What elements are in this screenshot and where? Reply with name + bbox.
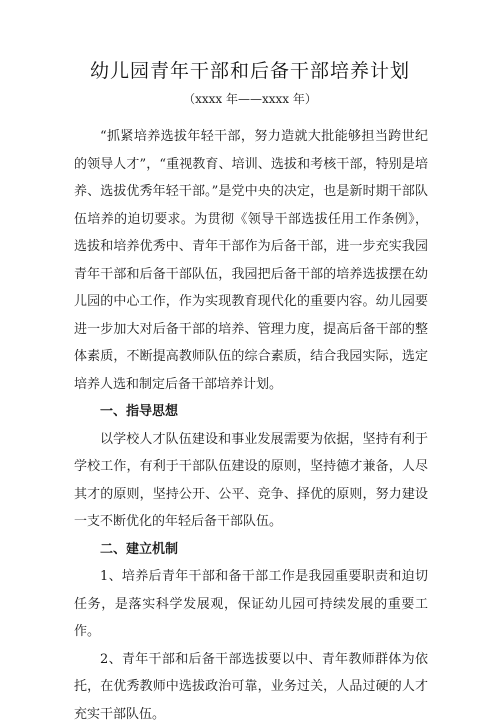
section-heading-guiding-ideology: 一、指导思想 [74, 398, 428, 426]
document-title: 幼儿园青年干部和后备干部培养计划 [0, 58, 500, 84]
guiding-ideology-paragraph: 以学校人才队伍建设和事业发展需要为依据，坚持有利于学校工作，有利于干部队伍建设的原则，坚持德才兼备，人尽其才的原则，坚持公开、公平、竞争、择优的原则，努力建设一支不断优化的年轻后备干部队伍。 [74, 426, 428, 536]
mechanism-item-2: 2、青年干部和后备干部选拔要以中、青年教师群体为依托，在优秀教师中选拔政治可靠，业务过关，人品过硬的人才充实干部队伍。 [74, 646, 428, 728]
section-heading-mechanism: 二、建立机制 [74, 536, 428, 564]
document-body [74, 123, 428, 728]
intro-paragraph: “抓紧培养选拔年轻干部，努力造就大批能够担当跨世纪的领导人才”，“重视教育、培训、选拔和考核干部，特别是培养、选拔优秀年轻干部。”是党中央的决定，也是新时期干部队伍培养的迫切要求。为贯彻《领导干部选拔任用工作条例》，选拔和培养优秀中、青年干部作为后备干部，进一步充实我园青年干部和后备干部队伍，我园把后备干部的培养选拔摆在幼儿园的中心工作，作为实现教育现代化的重要内容。幼儿园要进一步加大对后备干部的培养、管理力度，提高后备干部的整体素质，不断提高教师队伍的综合素质，结合我园实际，选定培养人选和制定后备干部培养计划。 [74, 123, 428, 398]
document-subtitle: （xxxx 年——xxxx 年） [0, 91, 500, 107]
mechanism-item-1: 1、培养后青年干部和备干部工作是我园重要职责和迫切任务，是落实科学发展观，保证幼儿园可持续发展的重要工作。 [74, 563, 428, 646]
